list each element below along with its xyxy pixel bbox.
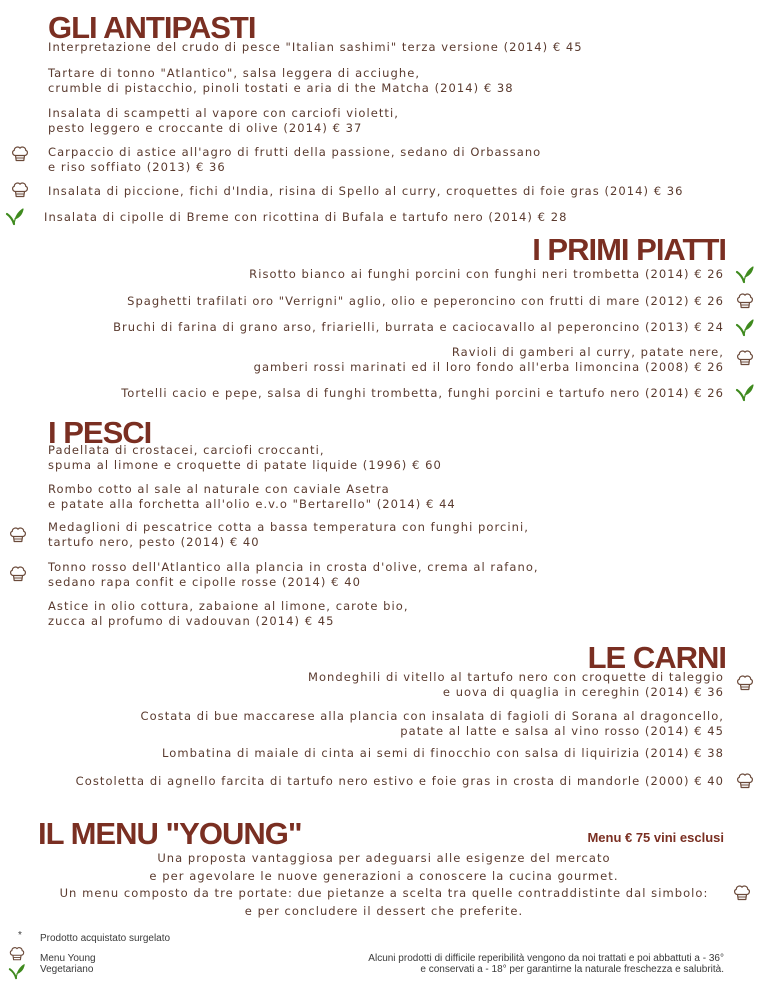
- dish-item: Costoletta di agnello farcita di tartufo nero estivo e foie gras in crosta di mandorle (2000) € 40: [75, 774, 724, 788]
- chef-hat-icon: [8, 944, 26, 962]
- chef-hat-icon: [735, 347, 755, 367]
- section-title-primi: I PRIMI PIATTI: [532, 232, 726, 267]
- dish-item: Tortelli cacio e pepe, salsa di funghi trombetta, funghi porcini e tartufo nero (2014) € 26: [121, 386, 724, 400]
- dish-item: Tartare di tonno "Atlantico", salsa leggera di acciughe, crumble di pistacchio, pinoli tostati e aria di the Matcha (2014) € 38: [48, 66, 514, 95]
- section-title-pesci: I PESCI: [48, 415, 152, 450]
- dish-item: Astice in olio cottura, zabaione al limone, carote bio, zucca al profumo di vadouvan (2014) € 45: [48, 599, 409, 628]
- chef-hat-icon: [735, 672, 755, 692]
- section-title-antipasti: GLI ANTIPASTI: [48, 10, 256, 45]
- dish-item: Medaglioni di pescatrice cotta a bassa temperatura con funghi porcini, tartufo nero, pesto (2014) € 40: [48, 520, 529, 549]
- dish-item: Interpretazione del crudo di pesce "Italian sashimi" terza versione (2014) € 45: [48, 40, 583, 54]
- chef-hat-icon: [735, 770, 755, 790]
- leaf-icon: [735, 317, 755, 337]
- dish-item: Tonno rosso dell'Atlantico alla plancia in crosta d'olive, crema al rafano, sedano rapa confit e cipolle rosse (2014) € 40: [48, 560, 539, 589]
- young-menu-price: Menu € 75 vini esclusi: [587, 830, 724, 845]
- dish-item: Insalata di piccione, fichi d'India, risina di Spello al curry, croquettes di foie gras (2014) € 36: [48, 184, 684, 198]
- dish-item: Mondeghili di vitello al tartufo nero con croquette di taleggio e uova di quaglia in cereghin (2014) € 36: [307, 670, 724, 699]
- leaf-icon: [5, 206, 25, 226]
- conservation-note: Alcuni prodotti di difficile reperibilità vengono da noi trattati e poi abbattuti a - 36° e conservati a - 18° per garantirne la naturale freschezza e salubrità.: [368, 953, 724, 975]
- dish-item: Rombo cotto al sale al naturale con caviale Asetra e patate alla forchetta all'olio e.v.o "Bertarello" (2014) € 44: [48, 482, 456, 511]
- legend-young: Menu Young: [40, 953, 96, 964]
- dish-item: Padellata di crostacei, carciofi croccanti, spuma al limone e croquette di patate liquide (1996) € 60: [48, 443, 442, 472]
- dish-item: Insalata di scampetti al vapore con carciofi violetti, pesto leggero e croccante di olive (2014) € 37: [48, 106, 399, 135]
- section-title-young: IL MENU "YOUNG": [38, 816, 302, 851]
- section-title-carni: LE CARNI: [587, 640, 726, 675]
- dish-item: Costata di bue maccarese alla plancia con insalata di fagioli di Sorana al dragoncello, patate al latte e salsa al vino rosso (2014) € 45: [140, 709, 724, 738]
- chef-hat-icon: [732, 882, 752, 902]
- dish-item: Insalata di cipolle di Breme con ricottina di Bufala e tartufo nero (2014) € 28: [44, 210, 568, 224]
- dish-item: Bruchi di farina di grano arso, friarielli, burrata e caciocavallo al peperoncino (2013) € 24: [113, 320, 724, 334]
- dish-item: Lombatina di maiale di cinta ai semi di finocchio con salsa di liquirizia (2014) € 38: [162, 746, 724, 760]
- chef-hat-icon: [8, 524, 28, 544]
- leaf-icon: [8, 962, 26, 980]
- chef-hat-icon: [10, 179, 30, 199]
- dish-item: Carpaccio di astice all'agro di frutti della passione, sedano di Orbassano e riso soffiato (2013) € 36: [48, 145, 542, 174]
- young-description: Una proposta vantaggiosa per adeguarsi alle esigenze del mercato e per agevolare le nuove generazioni a conoscere la cucina gourmet. Un menu composto da tre portate: due pietanze a scelta tra quelle contraddistinte dal simbolo: e per concludere il dessert che preferite.: [59, 851, 709, 918]
- chef-hat-icon: [735, 290, 755, 310]
- dish-item: Spaghetti trafilati oro "Verrigni" aglio, olio e peperoncino con frutti di mare (2012) € 26: [127, 294, 724, 308]
- asterisk-symbol: *: [18, 930, 22, 941]
- leaf-icon: [735, 382, 755, 402]
- dish-item: Ravioli di gamberi al curry, patate nere, gamberi rossi marinati ed il loro fondo all'erba limoncina (2008) € 26: [253, 345, 724, 374]
- dish-item: Risotto bianco ai funghi porcini con funghi neri trombetta (2014) € 26: [249, 267, 724, 281]
- legend-vegetarian: Vegetariano: [40, 964, 94, 975]
- chef-hat-icon: [8, 563, 28, 583]
- chef-hat-icon: [10, 143, 30, 163]
- leaf-icon: [735, 264, 755, 284]
- legend-frozen: Prodotto acquistato surgelato: [40, 933, 171, 944]
